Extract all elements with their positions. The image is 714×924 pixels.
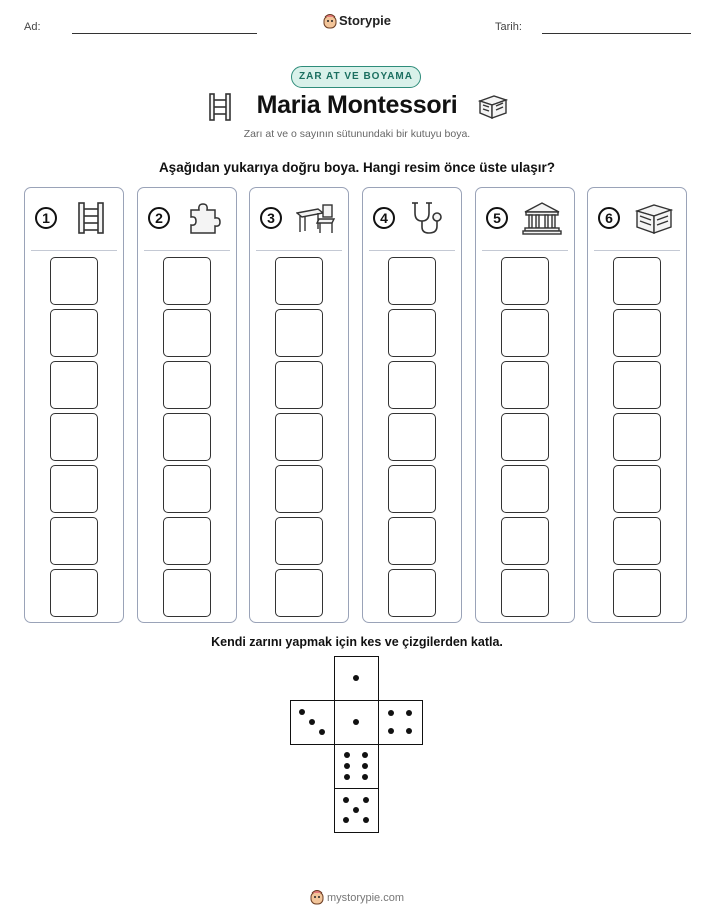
die-pip <box>343 817 349 823</box>
color-box[interactable] <box>163 309 211 357</box>
pie-mascot-icon <box>310 889 324 905</box>
column-6 <box>587 187 687 623</box>
color-box[interactable] <box>275 465 323 513</box>
footer-url[interactable]: mystorypie.com <box>326 892 405 904</box>
activity-badge: ZAR AT VE BOYAMA <box>291 66 421 88</box>
color-box[interactable] <box>613 517 661 565</box>
instruction-text: Aşağıdan yukarıya doğru boya. Hangi resim önce üste ulaşır? <box>158 160 556 175</box>
color-box[interactable] <box>50 517 98 565</box>
column-number: 5 <box>486 207 508 229</box>
name-label: Ad: <box>24 21 41 33</box>
color-box[interactable] <box>501 309 549 357</box>
die-pip <box>388 728 394 734</box>
color-box[interactable] <box>50 361 98 409</box>
page-title: Maria Montessori <box>256 91 458 119</box>
column-2 <box>137 187 237 623</box>
column-divider <box>369 250 455 251</box>
die-pip <box>353 719 359 725</box>
die-pip <box>388 710 394 716</box>
color-box[interactable] <box>275 309 323 357</box>
color-box[interactable] <box>388 309 436 357</box>
pie-mascot-icon <box>323 13 337 29</box>
color-box[interactable] <box>613 413 661 461</box>
date-line[interactable] <box>542 33 691 34</box>
color-box[interactable] <box>613 309 661 357</box>
ladder-icon <box>71 201 111 240</box>
die-face-one <box>334 656 379 701</box>
color-box[interactable] <box>501 465 549 513</box>
die-pip <box>344 763 350 769</box>
column-divider <box>256 250 342 251</box>
color-box[interactable] <box>501 517 549 565</box>
date-label: Tarih: <box>495 21 522 33</box>
color-box[interactable] <box>388 569 436 617</box>
die-pip <box>406 710 412 716</box>
color-box[interactable] <box>388 413 436 461</box>
die-pip <box>362 763 368 769</box>
color-box[interactable] <box>388 361 436 409</box>
color-box[interactable] <box>275 257 323 305</box>
column-5 <box>475 187 575 623</box>
die-face-six <box>334 744 379 789</box>
column-1 <box>24 187 124 623</box>
color-box[interactable] <box>388 257 436 305</box>
die-face-one <box>334 700 379 745</box>
color-box[interactable] <box>163 257 211 305</box>
color-box[interactable] <box>501 569 549 617</box>
die-pip <box>343 797 349 803</box>
column-number: 4 <box>373 207 395 229</box>
color-box[interactable] <box>613 465 661 513</box>
die-pip <box>363 797 369 803</box>
color-box[interactable] <box>163 517 211 565</box>
column-divider <box>144 250 230 251</box>
cut-instruction: Kendi zarını yapmak için kes ve çizgilerden katla. <box>211 635 503 649</box>
die-pip <box>344 752 350 758</box>
color-box[interactable] <box>163 569 211 617</box>
name-line[interactable] <box>72 33 257 34</box>
color-box[interactable] <box>50 309 98 357</box>
die-pip <box>353 675 359 681</box>
color-box[interactable] <box>163 465 211 513</box>
die-pip <box>319 729 325 735</box>
column-divider <box>31 250 117 251</box>
die-pip <box>363 817 369 823</box>
color-box[interactable] <box>50 257 98 305</box>
school-desk-icon <box>296 201 336 240</box>
color-box[interactable] <box>388 517 436 565</box>
color-box[interactable] <box>501 361 549 409</box>
color-box[interactable] <box>50 569 98 617</box>
wooden-cube-icon <box>634 201 674 240</box>
color-box[interactable] <box>501 413 549 461</box>
building-icon <box>522 201 562 240</box>
die-pip <box>299 709 305 715</box>
color-box[interactable] <box>275 517 323 565</box>
color-box[interactable] <box>50 465 98 513</box>
color-box[interactable] <box>501 257 549 305</box>
puzzle-piece-icon <box>184 201 224 240</box>
die-pip <box>344 774 350 780</box>
color-box[interactable] <box>613 361 661 409</box>
color-box[interactable] <box>163 413 211 461</box>
column-number: 2 <box>148 207 170 229</box>
color-box[interactable] <box>275 413 323 461</box>
column-3 <box>249 187 349 623</box>
column-number: 1 <box>35 207 57 229</box>
footer <box>0 889 714 905</box>
die-pip <box>406 728 412 734</box>
column-divider <box>594 250 680 251</box>
die-pip <box>309 719 315 725</box>
die-face-three <box>290 700 335 745</box>
color-box[interactable] <box>50 413 98 461</box>
stethoscope-icon <box>409 201 449 240</box>
page-subtitle: Zarı at ve o sayının sütunundaki bir kutuyu boya. <box>243 128 471 140</box>
die-pip <box>353 807 359 813</box>
color-box[interactable] <box>613 257 661 305</box>
color-box[interactable] <box>613 569 661 617</box>
die-face-five <box>334 788 379 833</box>
column-number: 6 <box>598 207 620 229</box>
die-face-four <box>378 700 423 745</box>
column-divider <box>482 250 568 251</box>
color-box[interactable] <box>388 465 436 513</box>
die-pip <box>362 774 368 780</box>
brand-logo <box>0 13 714 29</box>
brand-name: Storypie <box>338 13 391 28</box>
color-box[interactable] <box>163 361 211 409</box>
wooden-cube-icon <box>478 92 508 125</box>
color-box[interactable] <box>275 569 323 617</box>
color-box[interactable] <box>275 361 323 409</box>
column-4 <box>362 187 462 623</box>
column-number: 3 <box>260 207 282 229</box>
die-pip <box>362 752 368 758</box>
